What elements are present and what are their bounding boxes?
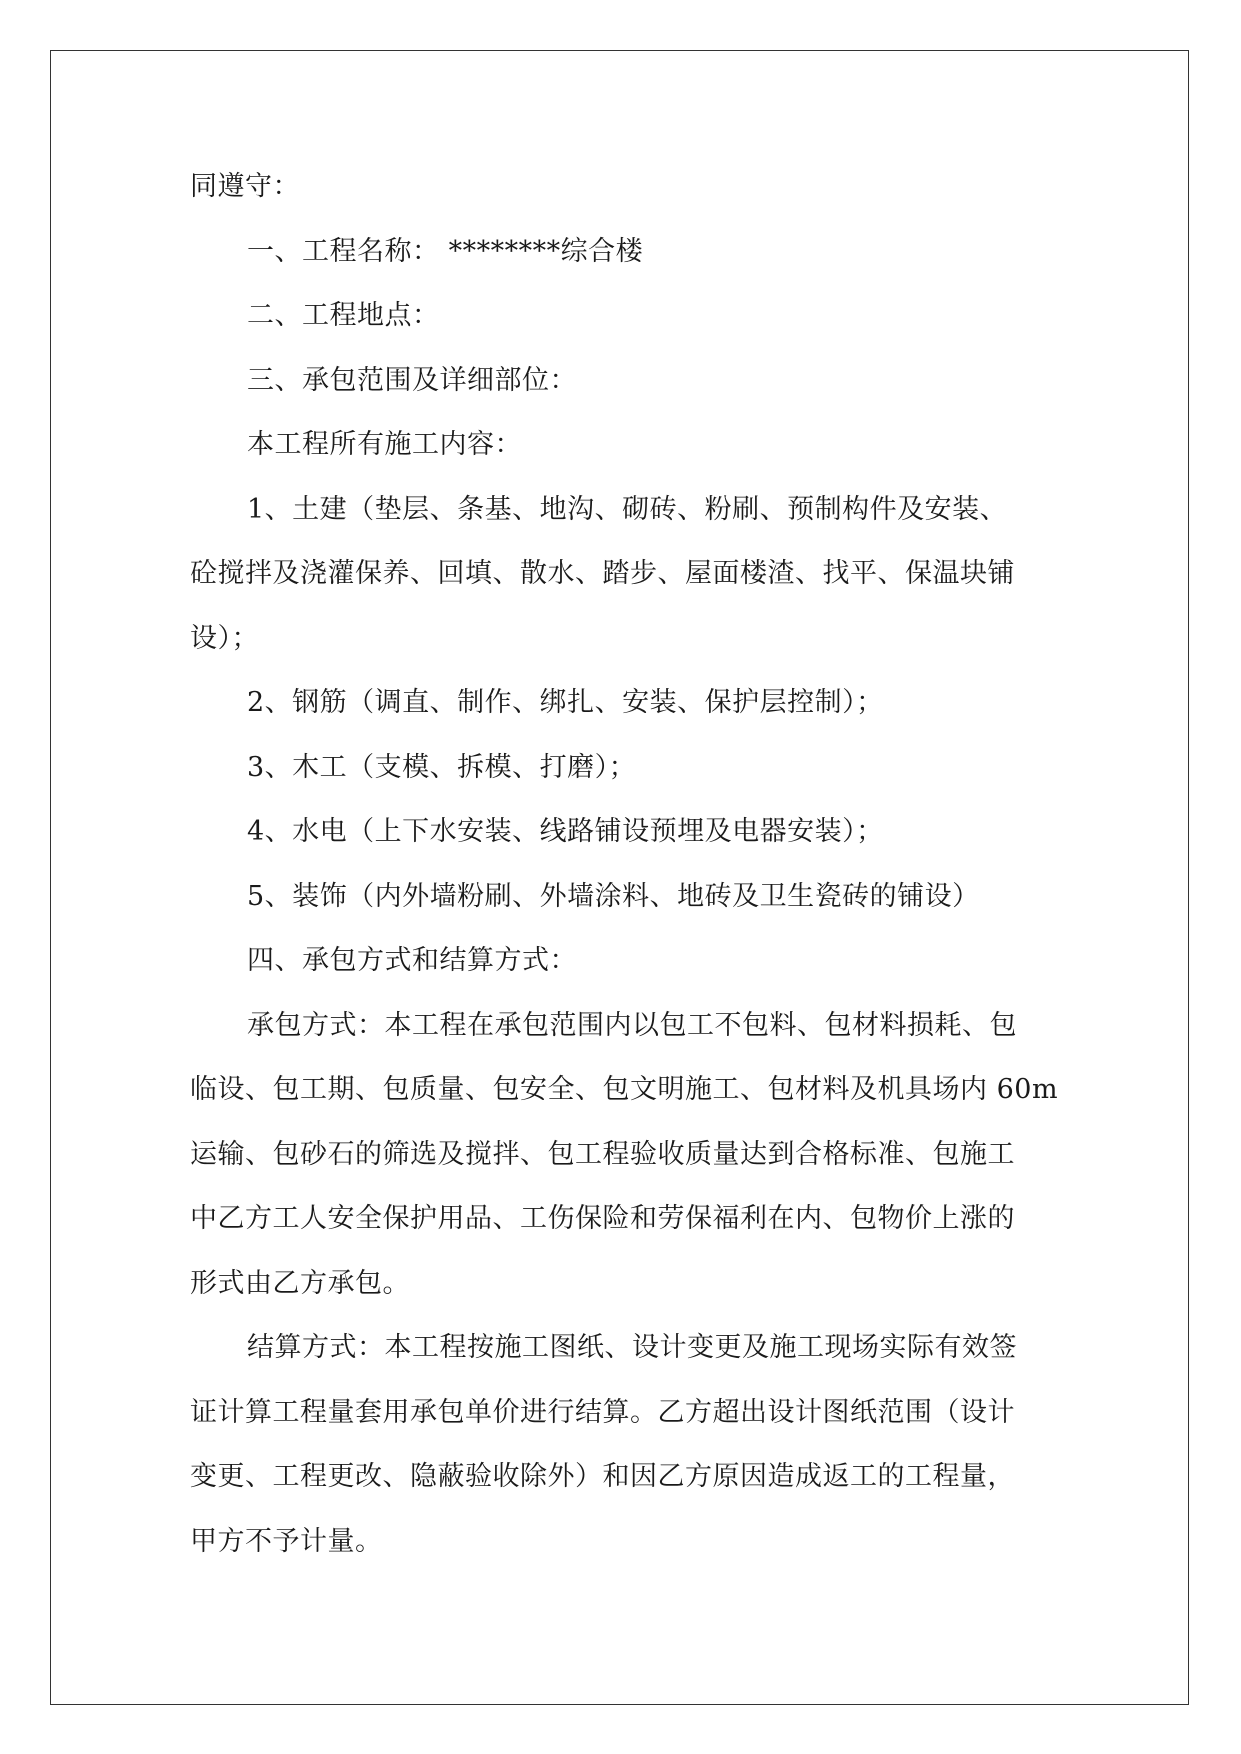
text-line: 一、工程名称： ********综合楼	[247, 235, 644, 267]
text-line: 同遵守：	[190, 171, 300, 202]
text-line: 结算方式：本工程按施工图纸、设计变更及施工现场实际有效签	[247, 1332, 1017, 1363]
text-line: 形式由乙方承包。	[190, 1267, 410, 1299]
text-line: 承包方式：本工程在承包范围内以包工不包料、包材料损耗、包	[247, 1009, 1017, 1041]
text-line: 临设、包工期、包质量、包安全、包文明施工、包材料及机具场内 60m	[190, 1074, 1059, 1105]
text-line: 甲方不予计量。	[190, 1525, 383, 1557]
text-line: 1、土建（垫层、条基、地沟、砌砖、粉刷、预制构件及安装、	[247, 493, 1008, 525]
text-line: 二、工程地点：	[247, 300, 440, 331]
text-line: 本工程所有施工内容：	[247, 429, 522, 460]
text-line: 运输、包砂石的筛选及搅拌、包工程验收质量达到合格标准、包施工	[190, 1138, 1015, 1170]
text-line: 5、装饰（内外墙粉刷、外墙涂料、地砖及卫生瓷砖的铺设）	[247, 880, 980, 912]
text-line: 三、承包范围及详细部位：	[247, 364, 577, 396]
text-line: 变更、工程更改、隐蔽验收除外）和因乙方原因造成返工的工程量，	[190, 1461, 1015, 1492]
text-line: 设）；	[190, 622, 259, 654]
text-line: 3、木工（支模、拆模、打磨）；	[247, 751, 637, 783]
document-body	[190, 155, 1070, 1574]
text-line: 4、水电（上下水安装、线路铺设预埋及电器安装）；	[247, 816, 884, 847]
text-line: 证计算工程量套用承包单价进行结算。乙方超出设计图纸范围（设计	[190, 1396, 1015, 1428]
text-line: 砼搅拌及浇灌保养、回填、散水、踏步、屋面楼渣、找平、保温块铺	[190, 558, 1015, 589]
text-line: 四、承包方式和结算方式：	[247, 945, 577, 976]
text-line: 2、钢筋（调直、制作、绑扎、安装、保护层控制）；	[247, 687, 884, 718]
text-line: 中乙方工人安全保护用品、工伤保险和劳保福利在内、包物价上涨的	[190, 1203, 1015, 1234]
